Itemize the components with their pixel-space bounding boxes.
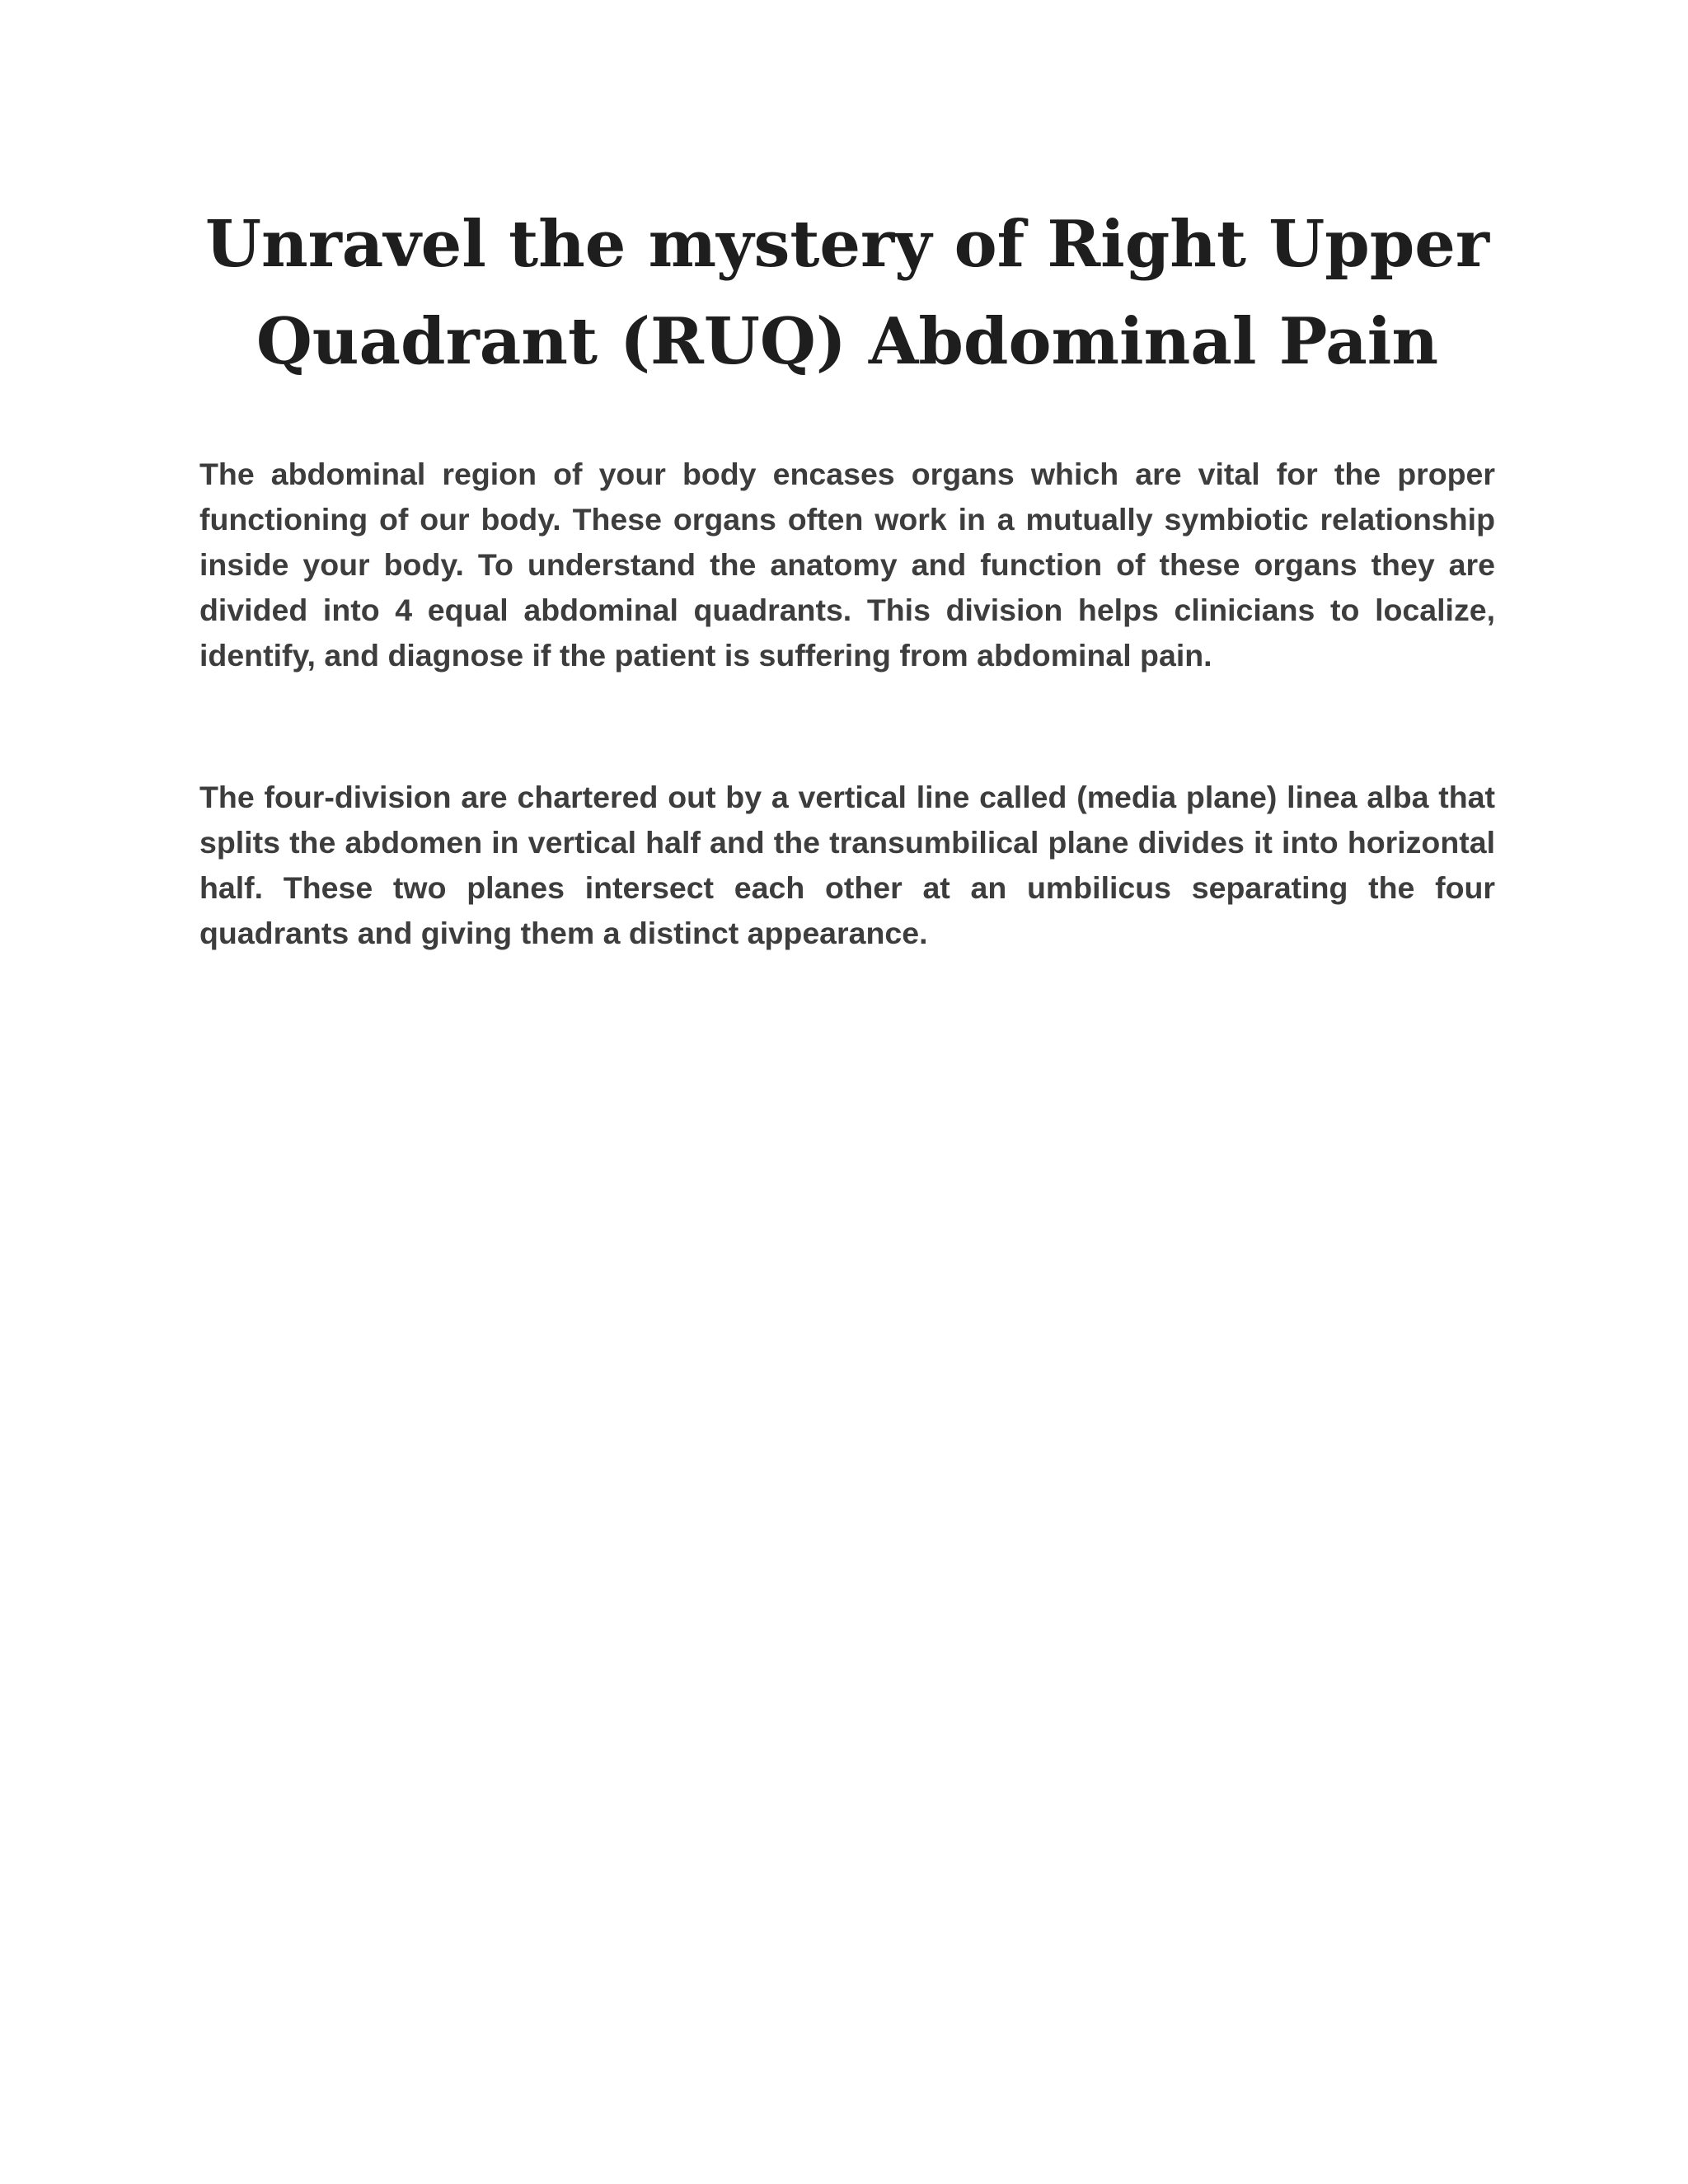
paragraph-abdominal-region: The abdominal region of your body encases organs which are vital for the proper functioning of our body. These organs often work in a mutually symbiotic relationship inside your body. To understand the anatomy and function of these organs they are divided into 4 equal abdominal quadrants. This division helps clinicians to localize, identify, and diagnose if the patient is suffering from abdominal pain.	[199, 457, 1495, 673]
paragraph-four-division: The four-division are chartered out by a vertical line called (media plane) linea alba that splits the abdomen in vertical half and the transumbilical plane divides it into horizontal half. These two planes intersect each other at an umbilicus separating the four quadrants and giving them a distinct appearance.	[199, 780, 1495, 950]
title-line-2: Quadrant (RUQ) Abdominal Pain	[256, 304, 1439, 379]
title-line-1: Unravel the mystery of Right Upper	[204, 207, 1490, 282]
document-title	[199, 196, 1495, 391]
